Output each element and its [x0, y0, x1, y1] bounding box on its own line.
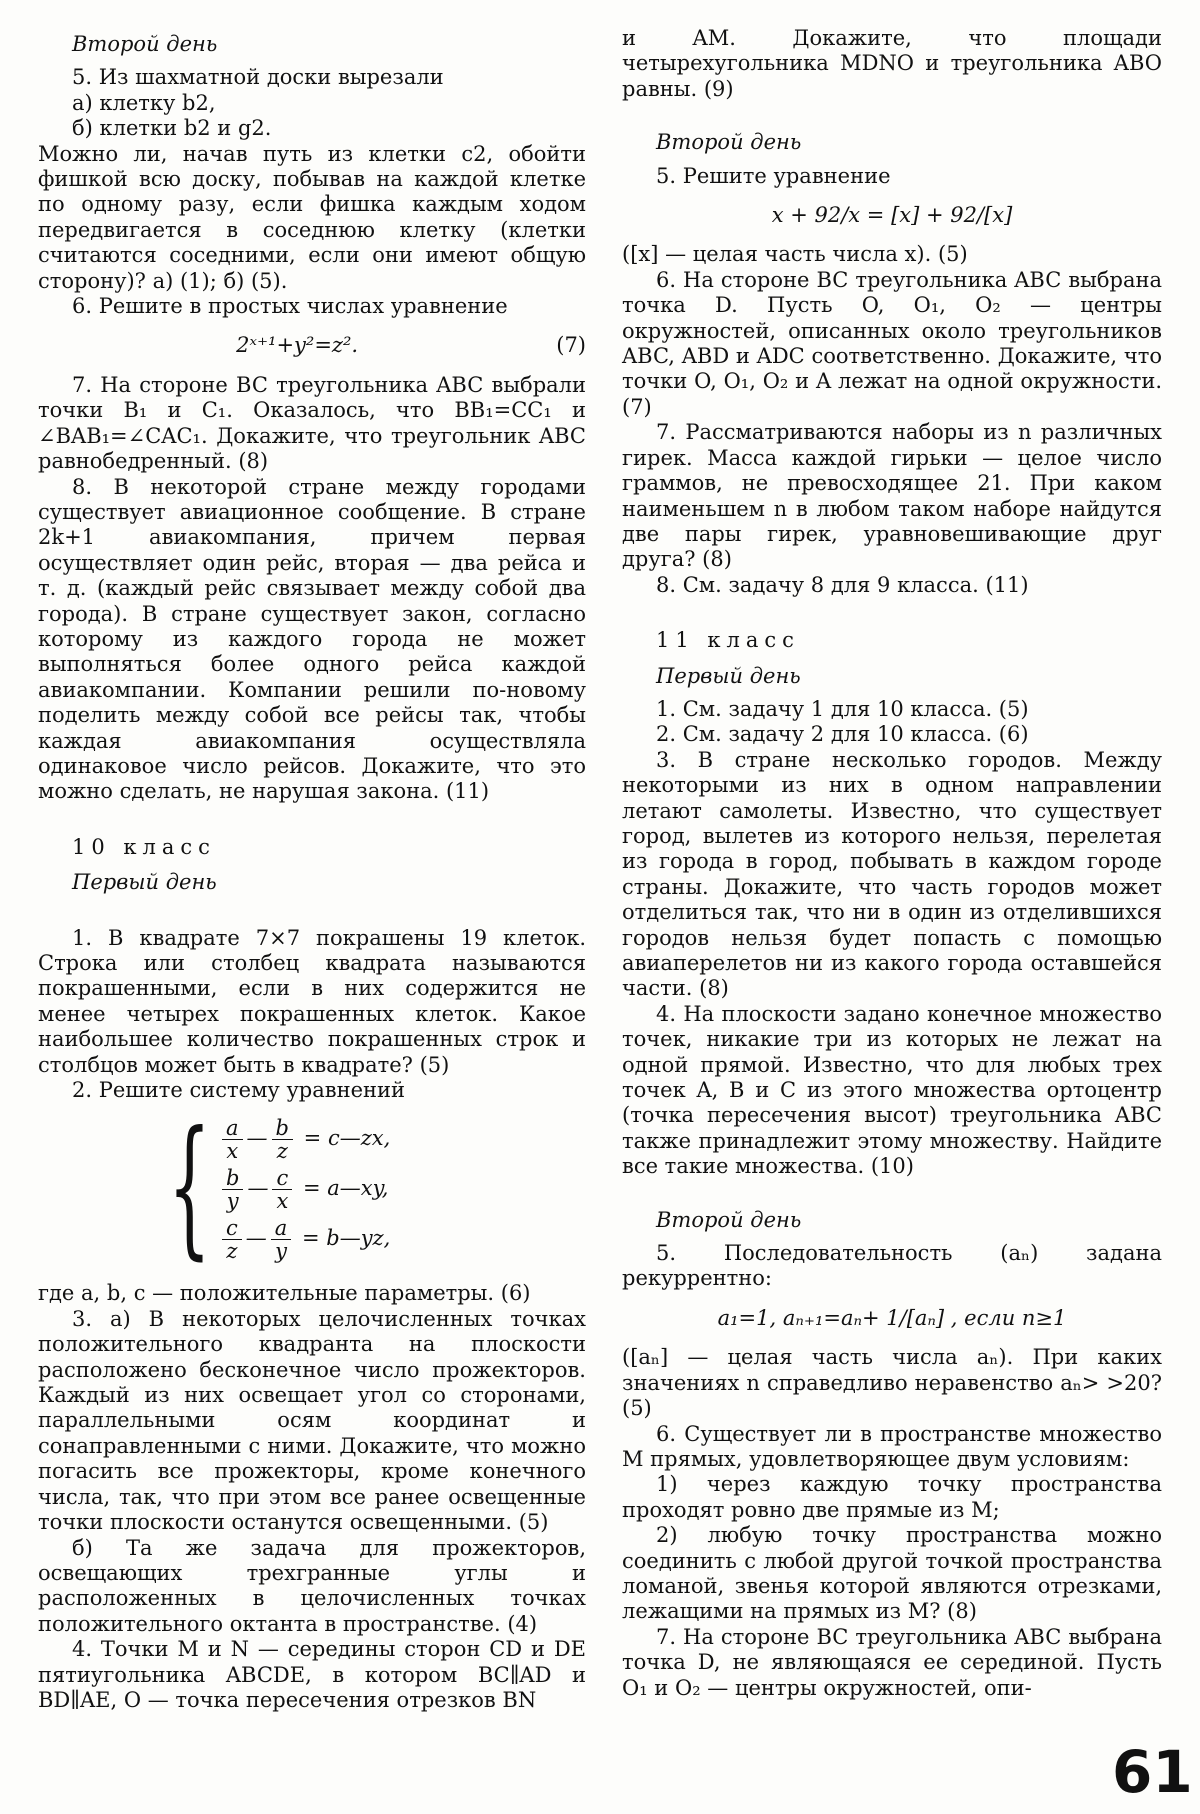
recurrence-formula: a₁=1, aₙ₊₁=aₙ+ 1/[aₙ] , если n≥1 — [717, 1305, 1067, 1330]
denominator: z — [276, 1139, 288, 1164]
problem-7: 7. На стороне BC треугольника ABC выбрали точки B₁ и C₁. Оказалось, что BB₁=CC₁ и ∠BAB₁=∠CAC₁. Докажите, что треугольник ABC равнобедренный. (8) — [38, 372, 586, 474]
right-column — [622, 26, 1162, 1701]
grade-heading: 10 класс — [72, 834, 216, 859]
spacer — [622, 1180, 1162, 1202]
problem-1: 1. В квадрате 7×7 покрашены 19 клеток. Строка или столбец квадрата называются покрашенными, если в них содержится не менее четырех покрашенных клеток. Какое наибольшее количество покрашенных строк и столбцов может быть в квадрате? (5) — [38, 925, 586, 1077]
system-row: $\frac{b}{y}$ — $\frac{c}{x}$ = a—xy, — [218, 1167, 388, 1215]
problem-5a: а) клетку b2, — [72, 90, 216, 115]
problem-8: 8. См. задачу 8 для 9 класса. (11) — [656, 572, 1029, 597]
numerator: b — [272, 1117, 293, 1140]
fraction — [271, 1217, 292, 1262]
numerator: a — [271, 1217, 292, 1240]
denominator: x — [226, 1139, 239, 1164]
brace: { — [168, 1100, 211, 1275]
fraction — [222, 1167, 243, 1212]
fraction — [222, 1117, 243, 1162]
day-heading: Второй день — [656, 1207, 802, 1232]
fraction — [272, 1167, 292, 1212]
problem-7: 7. На стороне BC треугольника ABC выбрана точка D, не являющаяся ее серединой. Пусть O₁ и O₂ — центры окружностей, опи- — [622, 1624, 1162, 1700]
spacer — [622, 102, 1162, 124]
problem-4: 4. На плоскости задано конечное множество точек, никакие три из которых не лежат на одной прямой. Известно, что для любых трех точек A, B и C из этого множества ортоцентр (точка пересечения высот) треугольника ABC также принадлежит этому множеству. Найдите все такие множества. (10) — [622, 1001, 1162, 1179]
page-number: 61 — [1112, 1738, 1193, 1806]
problem-6: 6. Решите в простых числах уравнение — [72, 294, 508, 319]
numerator: a — [222, 1117, 243, 1140]
problem-5: 5. Из шахматной доски вырезали — [72, 65, 444, 90]
day-heading: Первый день — [656, 663, 801, 688]
problem-2: 2. См. задачу 2 для 10 класса. (6) — [656, 722, 1029, 747]
problem-6: 6. На стороне BC треугольника ABC выбрана точка D. Пусть O, O₁, O₂ — центры окружностей, описанных около треугольников ABC, ABD и ADC соответственно. Докажите, что точки O, O₁, O₂ и A лежат на одной окружности. (7) — [622, 267, 1162, 419]
problem-3a: 3. а) В некоторых целочисленных точках положительного квадранта на плоскости расположено бесконечное число прожекторов. Каждый из них освещает угол со сторонами, параллельными осям координат и сонаправленными с ними. Докажите, что можно погасить все прожекторы, кроме конечного числа, так, что при этом все ранее освещенные точки плоскости останутся освещенными. (5) — [38, 1306, 586, 1535]
denominator: x — [276, 1189, 289, 1214]
problem-4-tail: и AM. Докажите, что площади четырехугольника MDNO и треугольника ABO равны. (9) — [622, 26, 1162, 101]
numerator: c — [272, 1167, 292, 1190]
problem-6-condition-1: 1) через каждую точку пространства проходят ровно две прямые из M; — [622, 1472, 1162, 1522]
problem-5-tail: ([aₙ] — целая часть числа aₙ). При каких значениях n справедливо неравенство aₙ> >20? (5) — [622, 1345, 1162, 1421]
rhs: = b—yz, — [301, 1226, 391, 1251]
system-row: $\frac{c}{z}$ — $\frac{a}{y}$ = b—yz, — [218, 1217, 390, 1265]
problem-5: 5. Последовательность (aₙ) задана рекуррентно: — [622, 1241, 1162, 1291]
day-heading: Второй день — [656, 130, 802, 155]
problem-7: 7. Рассматриваются наборы из n различных гирек. Масса каждой гирьки — целое число граммов, не превосходящее 21. При каком наименьшем n в любом таком наборе найдутся две пары гирек, уравновешивающие друг друга? (8) — [622, 420, 1162, 572]
grade-heading: 11 класс — [656, 628, 800, 653]
problem-3: 3. В стране несколько городов. Между некоторыми из них в одном направлении летают самолеты. Известно, что существует город, вылетев из которого нельзя, перелетая из города в город, побывать в каждом городе страны. Докажите, что часть городов может отделиться так, что ни в один из отделившихся городов нельзя будет попасть с помощью авиаперелетов ни из какого города оставшейся части. (8) — [622, 747, 1162, 1001]
system-row: $\frac{a}{x}$ — $\frac{b}{z}$ = c—zx, — [218, 1117, 390, 1165]
equation-6-formula: 2ˣ⁺¹+y²=z². — [236, 333, 359, 358]
rhs: = a—xy, — [302, 1176, 389, 1201]
problem-2: 2. Решите систему уравнений — [72, 1078, 405, 1103]
spacer — [38, 904, 586, 926]
denominator: y — [226, 1189, 239, 1214]
denominator: z — [226, 1239, 238, 1264]
equation-6-number: (7) — [556, 333, 586, 358]
problem-5: 5. Решите уравнение — [656, 163, 891, 188]
problem-5b: б) клетки b2 и g2. — [72, 116, 272, 141]
problem-6: 6. Существует ли в пространстве множество M прямых, удовлетворяющее двум условиям: — [622, 1421, 1162, 1471]
problem-8: 8. В некоторой стране между городами существует авиационное сообщение. В стране 2k+1 авиакомпания, причем первая осуществляет один рейс, вторая — два рейса и т. д. (каждый рейс связывает между собой два города). В стране существует закон, согласно которому из каждого города не может выполняться более одного рейса каждой авиакомпании. Компании решили по-новому поделить между собой все рейсы так, чтобы каждая авиакомпания осуществляла одинаковое число рейсов. Докажите, что это можно сделать, не нарушая закона. (11) — [38, 474, 586, 804]
fraction — [222, 1217, 242, 1262]
problem-2-tail: где a, b, c — положительные параметры. (6) — [38, 1281, 531, 1306]
fraction — [272, 1117, 293, 1162]
equation-5: x + 92/x = [x] + 92/[x] — [771, 203, 1013, 228]
problem-6-condition-2: 2) любую точку пространства можно соединить с любой другой точкой пространства ломаной, звенья которой являются отрезками, лежащими на прямых из M? (8) — [622, 1523, 1162, 1624]
rhs: = c—zx, — [303, 1126, 391, 1151]
day-heading: Второй день — [72, 32, 218, 56]
left-column — [38, 26, 586, 1713]
problem-5-text: Можно ли, начав путь из клетки c2, обойти фишкой всю доску, побывав на каждой клетке по одному разу, если фишка каждым ходом передвигается в соседнюю клетку (клетки считаются соседними, если они имеют общую сторону)? а) (1); б) (5). — [38, 141, 586, 293]
equation-6 — [38, 333, 586, 358]
problem-4: 4. Точки M и N — середины сторон CD и DE пятиугольника ABCDE, в котором BC∥AD и BD∥AE, O — точка пересечения отрезков BN — [38, 1637, 586, 1712]
numerator: b — [222, 1167, 243, 1190]
denominator: y — [275, 1239, 287, 1264]
problem-5-tail: ([x] — целая часть числа x). (5) — [622, 242, 968, 267]
problem-3b: б) Та же задача для прожекторов, освещающих трехгранные углы и расположенных в целочисленных точках положительного октанта в пространстве. (4) — [38, 1535, 586, 1636]
day-heading: Первый день — [72, 870, 217, 895]
equation-system — [168, 1100, 548, 1275]
numerator: c — [222, 1217, 242, 1240]
problem-1: 1. См. задачу 1 для 10 класса. (5) — [656, 696, 1029, 721]
